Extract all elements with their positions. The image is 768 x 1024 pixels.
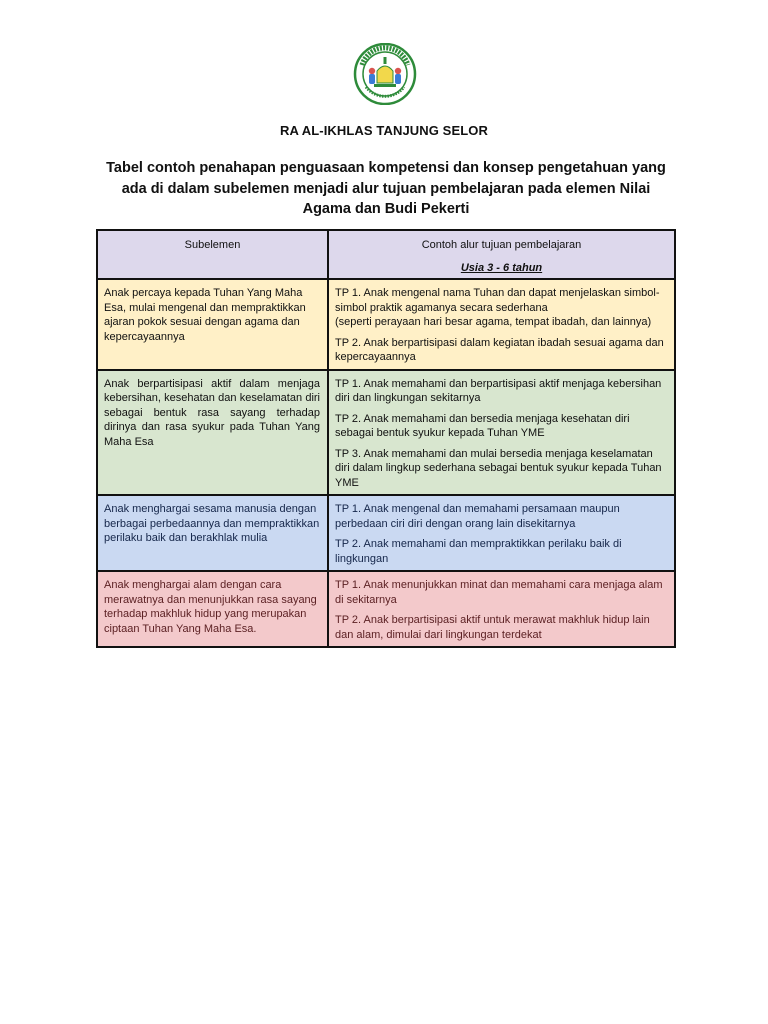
subelemen-cell: Anak percaya kepada Tuhan Yang Maha Esa, mulai mengenal dan mempraktikkan ajaran pokok sesuai dengan agama dan kepercayaannya (97, 279, 328, 370)
tp-cell (328, 571, 675, 647)
subelemen-cell: Anak menghargai sesama manusia dengan berbagai perbedaannya dan mempraktikkan perilaku baik dan berakhlak mulia (97, 495, 328, 571)
table-row (97, 495, 675, 571)
tp-cell (328, 370, 675, 496)
header-contoh (328, 230, 675, 279)
subelemen-cell: Anak berpartisipasi aktif dalam menjaga kebersihan, kesehatan dan keselamatan diri sebagai bentuk rasa sayang terhadap dirinya dan rasa syukur pada Tuhan Yang Maha Esa (97, 370, 328, 496)
tp-item: TP 2. Anak berpartisipasi aktif untuk merawat makhluk hidup lain dan alam, dimulai dari lingkungan terdekat (335, 614, 650, 641)
tp-item: TP 3. Anak memahami dan mulai bersedia menjaga keselamatan diri dalam lingkup sederhana sebagai bentuk syukur kepada Tuhan YME (335, 447, 662, 489)
tp-cell (328, 495, 675, 571)
table-header-row (97, 230, 675, 279)
competency-table (96, 229, 676, 648)
header-usia: Usia 3 - 6 tahun (460, 261, 543, 274)
document-title: Tabel contoh penahapan penguasaan kompetensi dan konsep pengetahuan yang ada di dalam subelemen menjadi alur tujuan pembelajaran pada elemen Nilai Agama dan Budi Pekerti (106, 160, 666, 217)
header-subelemen: Subelemen (97, 230, 328, 279)
header-contoh-label: Contoh alur tujuan pembelajaran (421, 239, 582, 251)
tp-item: TP 2. Anak memahami dan bersedia menjaga kesehatan diri sebagai bentuk syukur kepada Tuhan YME (335, 412, 630, 439)
tp-item: TP 2. Anak berpartisipasi dalam kegiatan ibadah sesuai agama dan kepercayaannya (335, 336, 664, 363)
table-row (97, 370, 675, 496)
subelemen-cell: Anak menghargai alam dengan cara merawatnya dan menunjukkan rasa sayang terhadap makhluk hidup yang merupakan ciptaan Tuhan Yang Maha Esa. (97, 571, 328, 647)
school-emblem-icon (352, 43, 418, 105)
tp-item: TP 1. Anak mengenal dan memahami persamaan maupun perbedaan ciri diri dengan orang lain disekitarnya (335, 503, 620, 530)
tp-item: TP 1. Anak menunjukkan minat dan memahami cara menjaga alam di sekitarnya (335, 579, 663, 606)
tp-item: TP 2. Anak memahami dan mempraktikkan perilaku baik di lingkungan (335, 538, 622, 565)
school-name: RA AL-IKHLAS TANJUNG SELOR (280, 123, 488, 138)
tp-item: TP 1. Anak memahami dan berpartisipasi aktif menjaga kebersihan diri dan lingkungan sekitarnya (335, 377, 662, 404)
tp-item: TP 1. Anak mengenal nama Tuhan dan dapat menjelaskan simbol-simbol praktik agamanya secara sederhana (seperti perayaan hari besar agama, tempat ibadah, dan lainnya) (335, 287, 660, 328)
tp-cell (328, 279, 675, 370)
table-row (97, 279, 675, 370)
table-row (97, 571, 675, 647)
